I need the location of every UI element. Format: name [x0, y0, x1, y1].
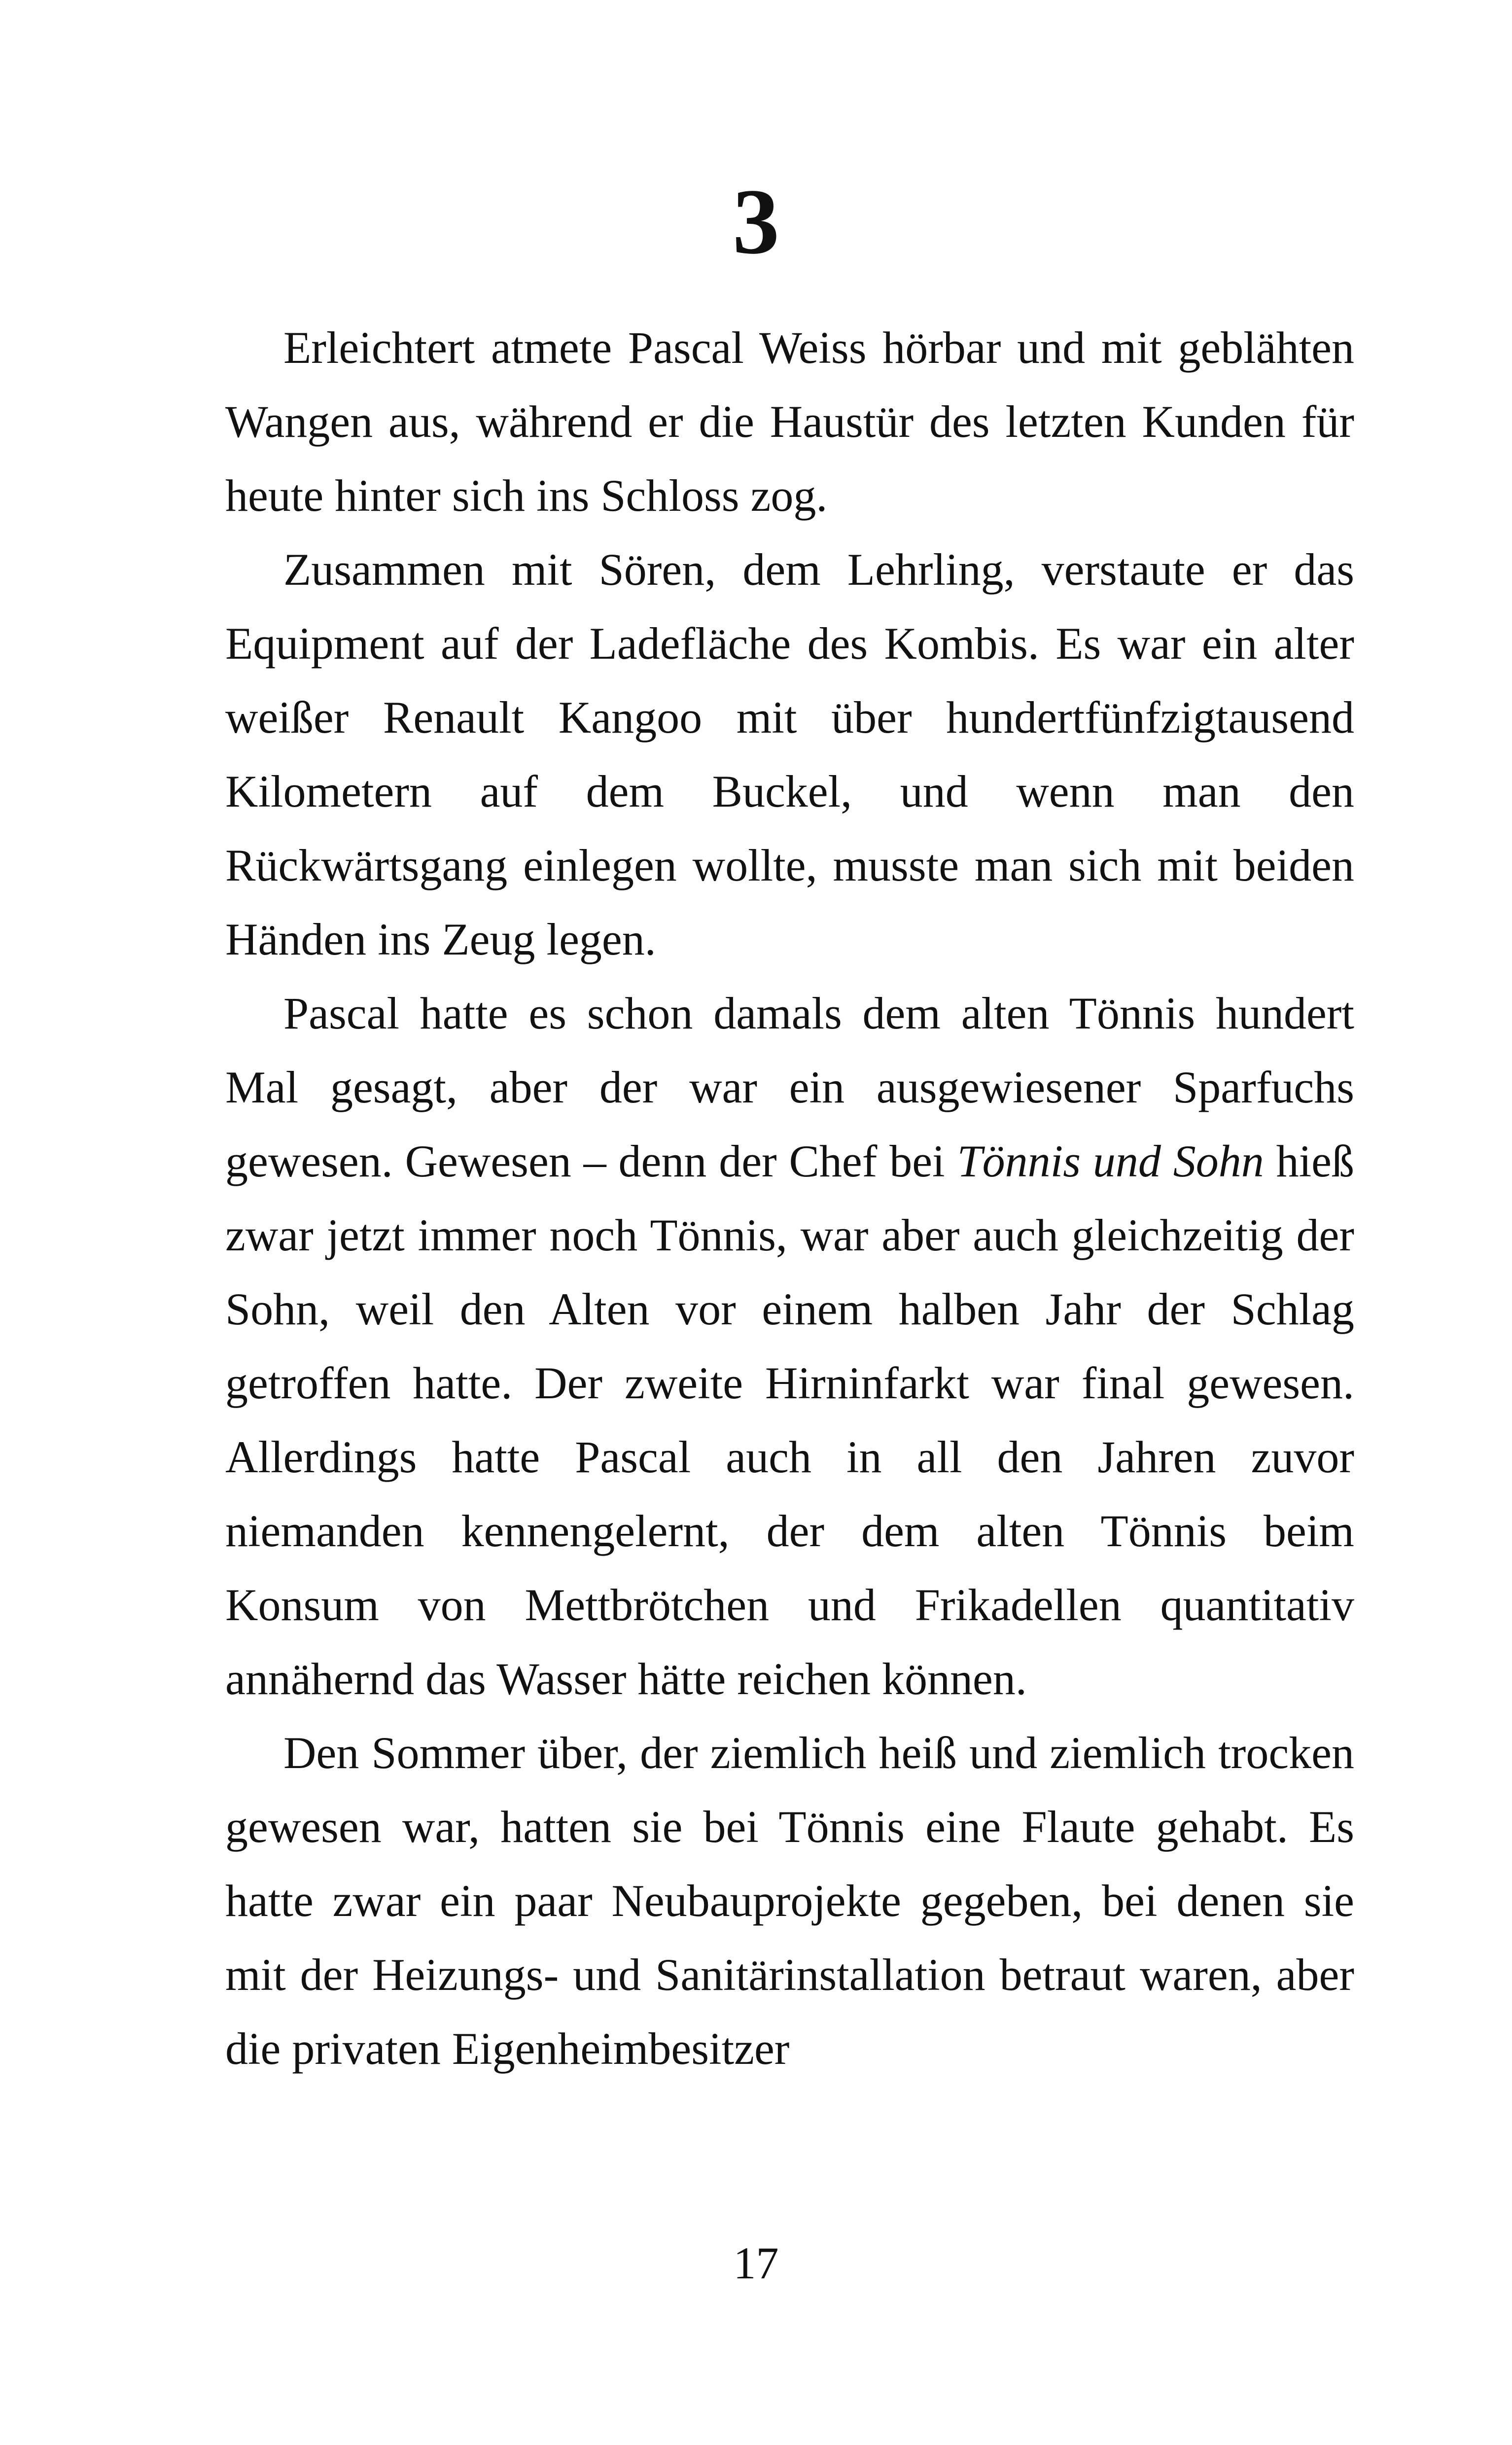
chapter-body — [225, 311, 1354, 2086]
paragraph: Den Sommer über, der ziemlich heiß und ziemlich trocken gewesen war, hatten sie bei Tönnis eine Flaute gehabt. Es hatte zwar ein paar Neubauprojekte gegeben, bei denen sie mit der Heizungs- und Sanitärinstallation betraut waren, aber die privaten Eigenheimbesitzer — [225, 1728, 1354, 2074]
chapter-number: 3 — [733, 170, 779, 274]
paragraph-text: hieß zwar jetzt immer noch Tönnis, war aber auch gleichzeitig der Sohn, weil den Alten vor einem halben Jahr der Schlag getroffen hatte. Der zweite Hirninfarkt war final gewesen. Allerdings hatte Pascal auch in all den Jahren zuvor niemanden kennengelernt, der dem alten Tönnis beim Konsum von Mettbrötchen und Frikadellen quantitativ annähernd das Wasser hätte reichen können. — [225, 1136, 1354, 1704]
paragraph: Erleichtert atmete Pascal Weiss hörbar und mit geblähten Wangen aus, während er die Haustür des letzten Kunden für heute hinter sich ins Schloss zog. — [225, 322, 1354, 521]
page-number: 17 — [733, 2238, 779, 2288]
paragraph: Zusammen mit Sören, dem Lehrling, verstaute er das Equipment auf der Ladefläche des Kombis. Es war ein alter weißer Renault Kangoo mit über hundertfünfzigtausend Kilometern auf dem Buckel, und wenn man den Rückwärtsgang einlegen wollte, musste man sich mit beiden Händen ins Zeug legen. — [225, 544, 1354, 964]
paragraph-text: Pascal hatte es schon damals dem alten Tönnis hundert Mal gesagt, aber der war ein ausgewiesener Sparfuchs gewesen. Gewesen – denn der Chef bei — [225, 988, 1354, 1186]
company-name-italic: Tönnis und Sohn — [957, 1136, 1264, 1186]
paragraph — [225, 976, 1354, 1716]
